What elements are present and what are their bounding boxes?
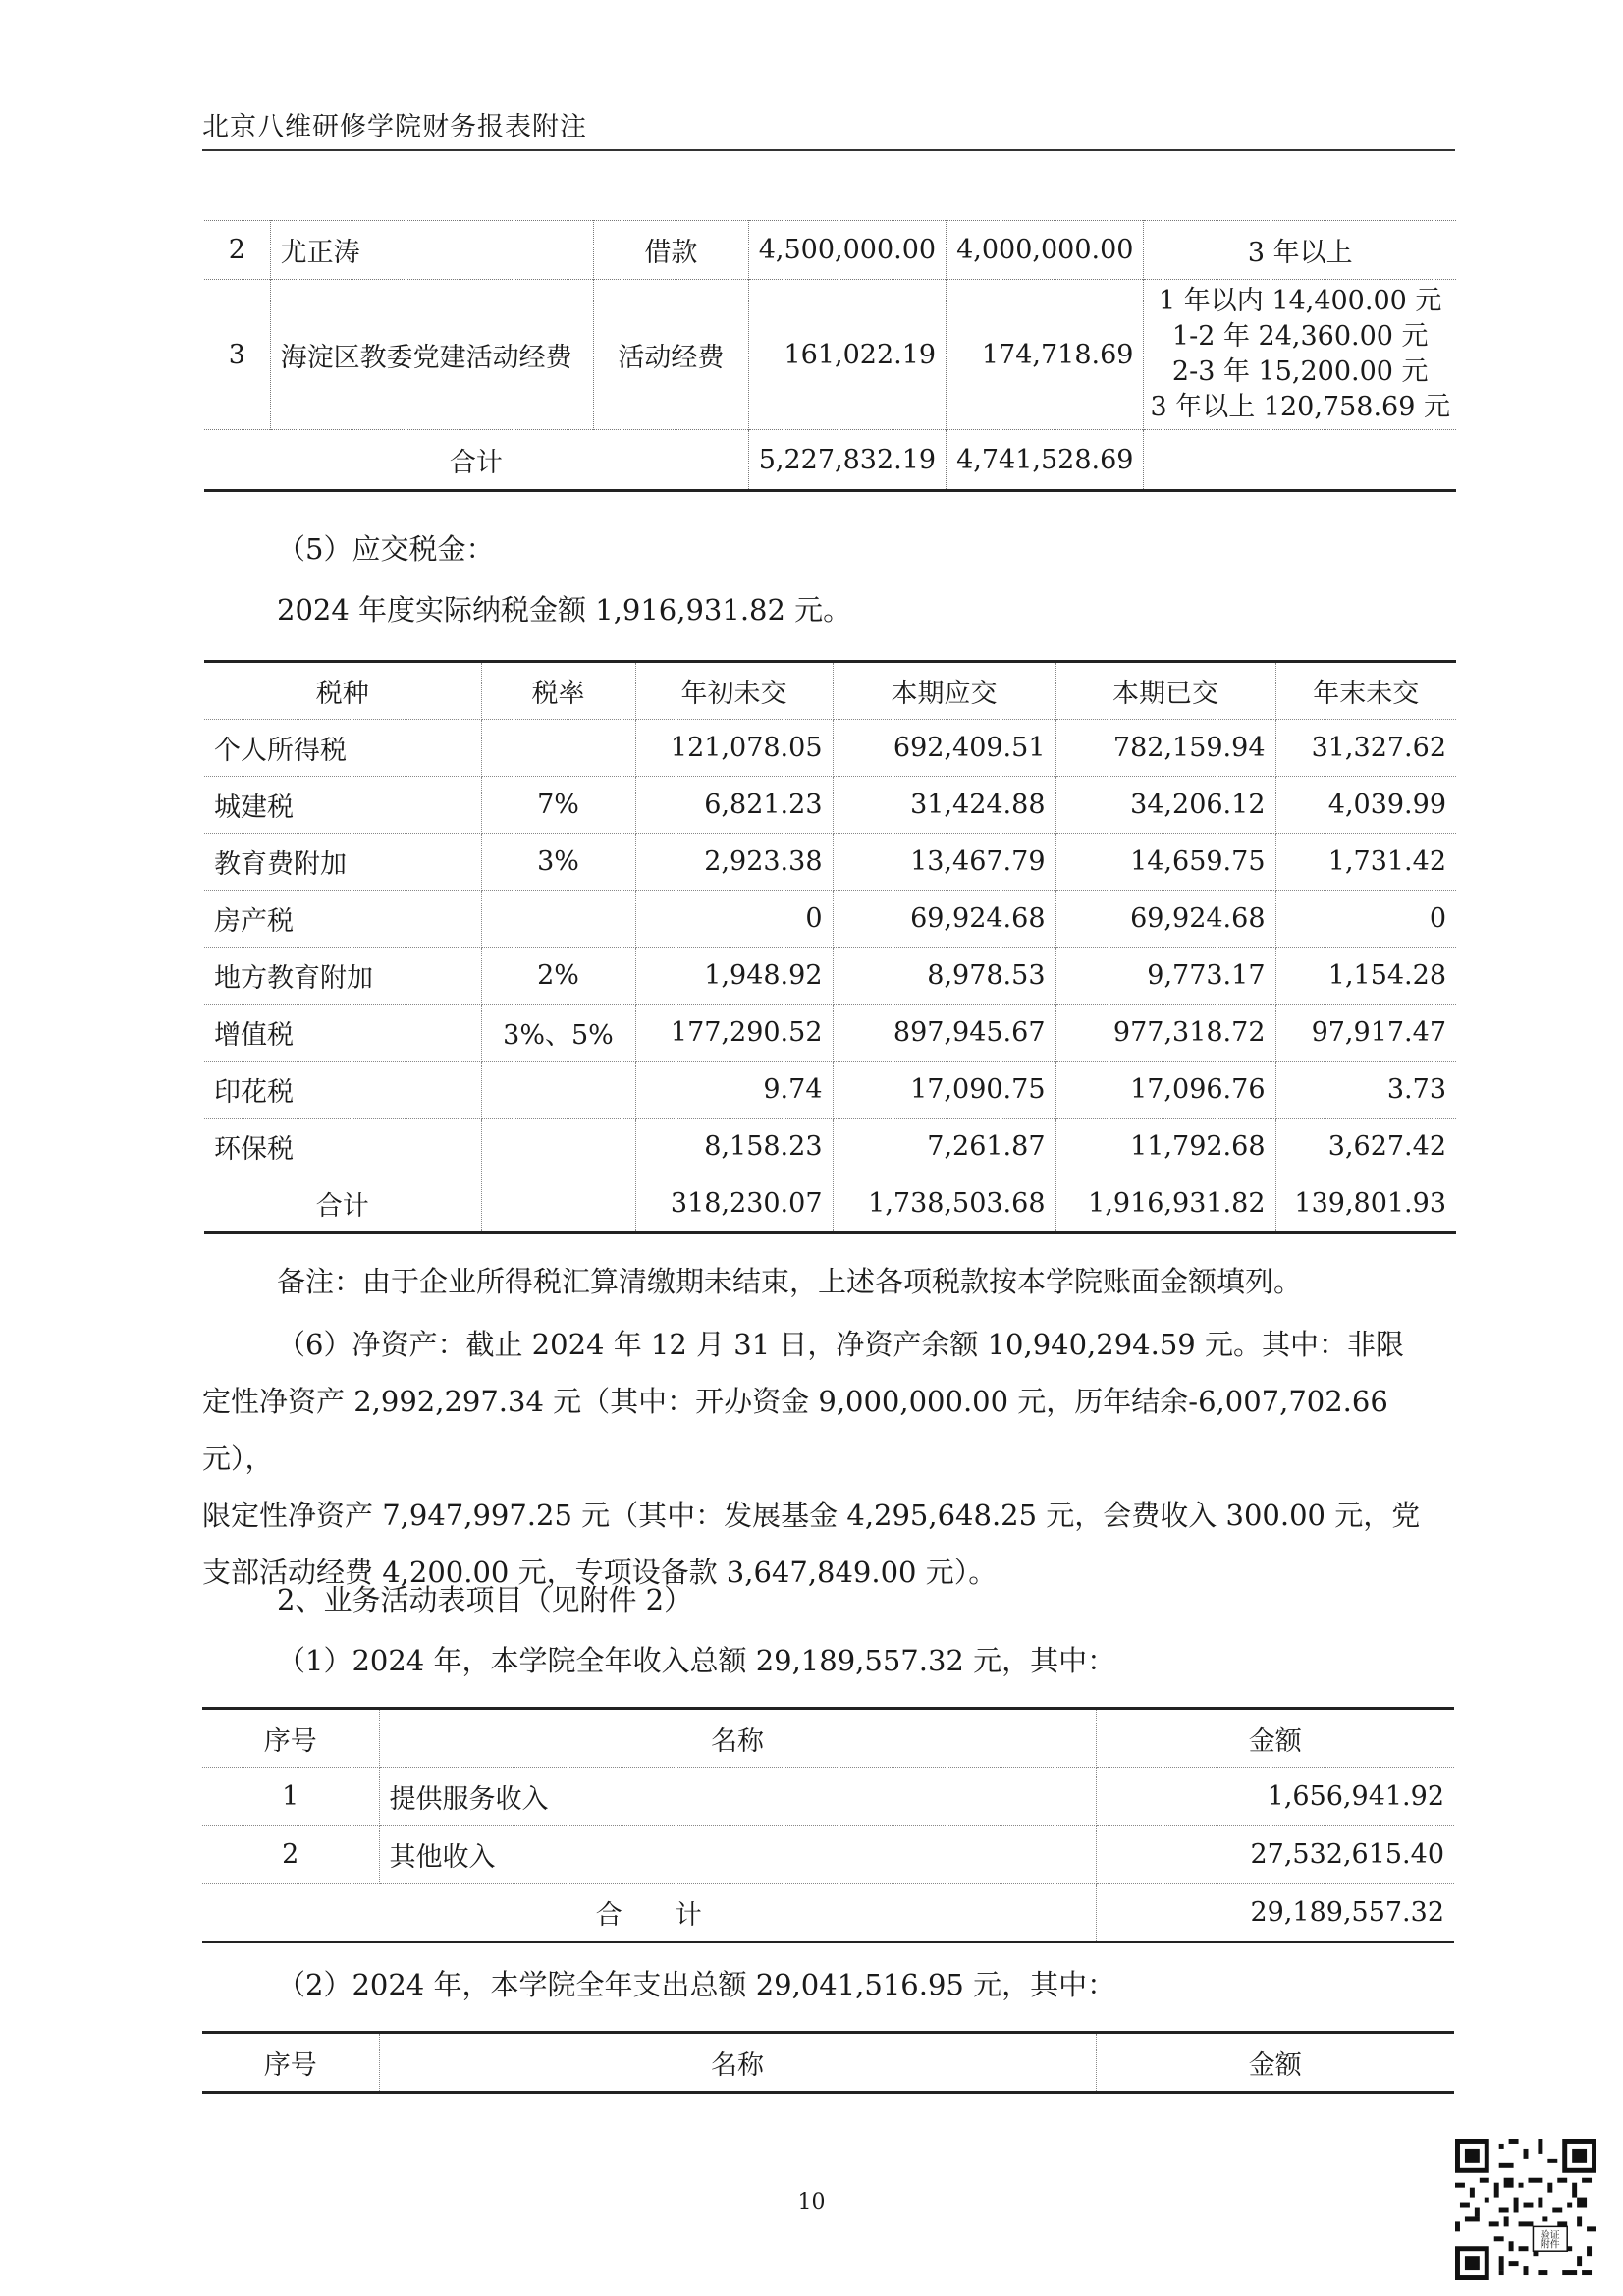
aging-line: 2-3 年 15,200.00 元	[1171, 356, 1429, 387]
total-label: 合计	[204, 1175, 481, 1233]
cell: 977,318.72	[1055, 1005, 1275, 1062]
cell: 13,467.79	[833, 834, 1055, 891]
cell: 0	[635, 891, 833, 948]
party-name: 尤正涛	[270, 221, 594, 280]
begin-balance: 161,022.19	[748, 280, 946, 430]
column-header: 序号	[202, 1709, 379, 1768]
cell: 31,424.88	[833, 777, 1055, 834]
column-header: 年初未交	[635, 662, 833, 720]
total-end: 4,741,528.69	[947, 430, 1144, 491]
cell: 31,327.62	[1275, 720, 1456, 777]
paragraph-line: 限定性净资产 7,947,997.25 元（其中：发展基金 4,295,648.25 元，会费收入 300.00 元，党	[202, 1499, 1421, 1532]
table-row	[204, 221, 1456, 280]
cell: 3,627.42	[1275, 1119, 1456, 1175]
table-row	[204, 720, 1456, 777]
cell: 177,290.52	[635, 1005, 833, 1062]
tax-rate	[481, 1062, 635, 1119]
tax-name: 增值税	[204, 1005, 481, 1062]
income-heading: （1）2024 年，本学院全年收入总额 29,189,557.32 元，其中：	[277, 1644, 1116, 1677]
tax-rate: 7%	[481, 777, 635, 834]
other-payables-table	[204, 220, 1456, 492]
row-number: 2	[202, 1826, 379, 1884]
tax-rate: 3%	[481, 834, 635, 891]
row-number: 1	[202, 1768, 379, 1826]
table-row	[202, 1768, 1454, 1826]
total-begin: 5,227,832.19	[748, 430, 946, 491]
cell: 1,916,931.82	[1055, 1175, 1275, 1233]
aging-line: 3 年以上 120,758.69 元	[1150, 392, 1450, 422]
tax-name: 房产税	[204, 891, 481, 948]
expense-table	[202, 2031, 1454, 2094]
cell: 1,731.42	[1275, 834, 1456, 891]
aging: 3 年以上	[1144, 221, 1456, 280]
party-name: 海淀区教委党建活动经费	[270, 280, 594, 430]
tax-rate	[481, 1119, 635, 1175]
table-row	[204, 948, 1456, 1005]
table-row	[204, 777, 1456, 834]
tax-name: 城建税	[204, 777, 481, 834]
cell: 121,078.05	[635, 720, 833, 777]
table-row	[204, 1119, 1456, 1175]
page-number: 10	[797, 2190, 826, 2214]
cell: 34,206.12	[1055, 777, 1275, 834]
cell: 1,154.28	[1275, 948, 1456, 1005]
aging-line: 1-2 年 24,360.00 元	[1171, 321, 1429, 352]
total-row	[204, 430, 1456, 491]
amount: 1,656,941.92	[1096, 1768, 1454, 1826]
column-header: 金额	[1096, 2033, 1454, 2093]
cell: 7,261.87	[833, 1119, 1055, 1175]
tax-name: 个人所得税	[204, 720, 481, 777]
cell: 11,792.68	[1055, 1119, 1275, 1175]
header-title: 北京八维研修学院财务报表附注	[202, 112, 587, 142]
tax-rate: 2%	[481, 948, 635, 1005]
cell: 318,230.07	[635, 1175, 833, 1233]
tax-name: 环保税	[204, 1119, 481, 1175]
table-row	[204, 834, 1456, 891]
item-type: 借款	[594, 221, 749, 280]
cell: 69,924.68	[833, 891, 1055, 948]
total-amount: 29,189,557.32	[1096, 1884, 1454, 1942]
column-header: 税率	[481, 662, 635, 720]
paragraph-line: 支部活动经费 4,200.00 元，专项设备款 3,647,849.00 元）。	[202, 1556, 998, 1589]
section-heading: （5）应交税金：	[277, 532, 495, 566]
tax-rate	[481, 891, 635, 948]
table-row	[202, 1826, 1454, 1884]
aging	[1144, 280, 1456, 430]
column-header: 金额	[1096, 1709, 1454, 1768]
cell: 139,801.93	[1275, 1175, 1456, 1233]
tax-name: 教育费附加	[204, 834, 481, 891]
tax-name: 印花税	[204, 1062, 481, 1119]
report-header	[202, 106, 1455, 151]
cell: 897,945.67	[833, 1005, 1055, 1062]
total-row	[202, 1884, 1454, 1942]
row-number: 3	[204, 280, 270, 430]
cell: 9.74	[635, 1062, 833, 1119]
cell: 97,917.47	[1275, 1005, 1456, 1062]
amount: 27,532,615.40	[1096, 1826, 1454, 1884]
svg-text:附件: 附件	[1540, 2239, 1560, 2251]
table-header-row	[202, 2033, 1454, 2093]
total-aging	[1144, 430, 1456, 491]
income-table	[202, 1707, 1454, 1943]
svg-text:验证: 验证	[1540, 2229, 1560, 2241]
item-type: 活动经费	[594, 280, 749, 430]
cell: 4,039.99	[1275, 777, 1456, 834]
tax-table	[204, 660, 1456, 1234]
cell	[481, 1175, 635, 1233]
table-header-row	[204, 662, 1456, 720]
cell: 1,948.92	[635, 948, 833, 1005]
cell: 6,821.23	[635, 777, 833, 834]
cell: 8,158.23	[635, 1119, 833, 1175]
tax-name: 地方教育附加	[204, 948, 481, 1005]
row-number: 2	[204, 221, 270, 280]
net-assets-paragraph	[202, 1316, 1455, 1601]
table-row	[204, 1062, 1456, 1119]
tax-rate: 3%、5%	[481, 1005, 635, 1062]
end-balance: 4,000,000.00	[947, 221, 1144, 280]
tax-rate	[481, 720, 635, 777]
column-header: 年末未交	[1275, 662, 1456, 720]
cell: 69,924.68	[1055, 891, 1275, 948]
total-label: 合 计	[202, 1884, 1096, 1942]
cell: 3.73	[1275, 1062, 1456, 1119]
cell: 8,978.53	[833, 948, 1055, 1005]
column-header: 名称	[379, 1709, 1096, 1768]
column-header: 本期已交	[1055, 662, 1275, 720]
aging-line: 1 年以内 14,400.00 元	[1159, 286, 1442, 316]
column-header: 序号	[202, 2033, 379, 2093]
cell: 2,923.38	[635, 834, 833, 891]
cell: 0	[1275, 891, 1456, 948]
expense-heading: （2）2024 年，本学院全年支出总额 29,041,516.95 元，其中：	[277, 1968, 1116, 2001]
item-name: 其他收入	[379, 1826, 1096, 1884]
table-row	[204, 280, 1456, 430]
column-header: 税种	[204, 662, 481, 720]
cell: 17,090.75	[833, 1062, 1055, 1119]
total-label: 合计	[204, 430, 748, 491]
cell: 9,773.17	[1055, 948, 1275, 1005]
cell: 1,738,503.68	[833, 1175, 1055, 1233]
column-header: 本期应交	[833, 662, 1055, 720]
total-row	[204, 1175, 1456, 1233]
column-header: 名称	[379, 2033, 1096, 2093]
verification-qr-code-icon	[1455, 2139, 1596, 2280]
paragraph-line: 定性净资产 2,992,297.34 元（其中：开办资金 9,000,000.00 元，历年结余-6,007,702.66 元），	[202, 1385, 1388, 1475]
table-header-row	[202, 1709, 1454, 1768]
begin-balance: 4,500,000.00	[748, 221, 946, 280]
cell: 17,096.76	[1055, 1062, 1275, 1119]
section-heading: 2、业务活动表项目（见附件 2）	[277, 1583, 693, 1616]
cell: 692,409.51	[833, 720, 1055, 777]
cell: 14,659.75	[1055, 834, 1275, 891]
item-name: 提供服务收入	[379, 1768, 1096, 1826]
end-balance: 174,718.69	[947, 280, 1144, 430]
paragraph-line: （6）净资产：截止 2024 年 12 月 31 日，净资产余额 10,940,294.59 元。其中：非限	[277, 1328, 1404, 1361]
table-row	[204, 891, 1456, 948]
tax-note: 备注：由于企业所得税汇算清缴期未结束，上述各项税款按本学院账面金额填列。	[277, 1265, 1303, 1298]
table-row	[204, 1005, 1456, 1062]
cell: 782,159.94	[1055, 720, 1275, 777]
tax-summary: 2024 年度实际纳税金额 1,916,931.82 元。	[277, 593, 852, 627]
